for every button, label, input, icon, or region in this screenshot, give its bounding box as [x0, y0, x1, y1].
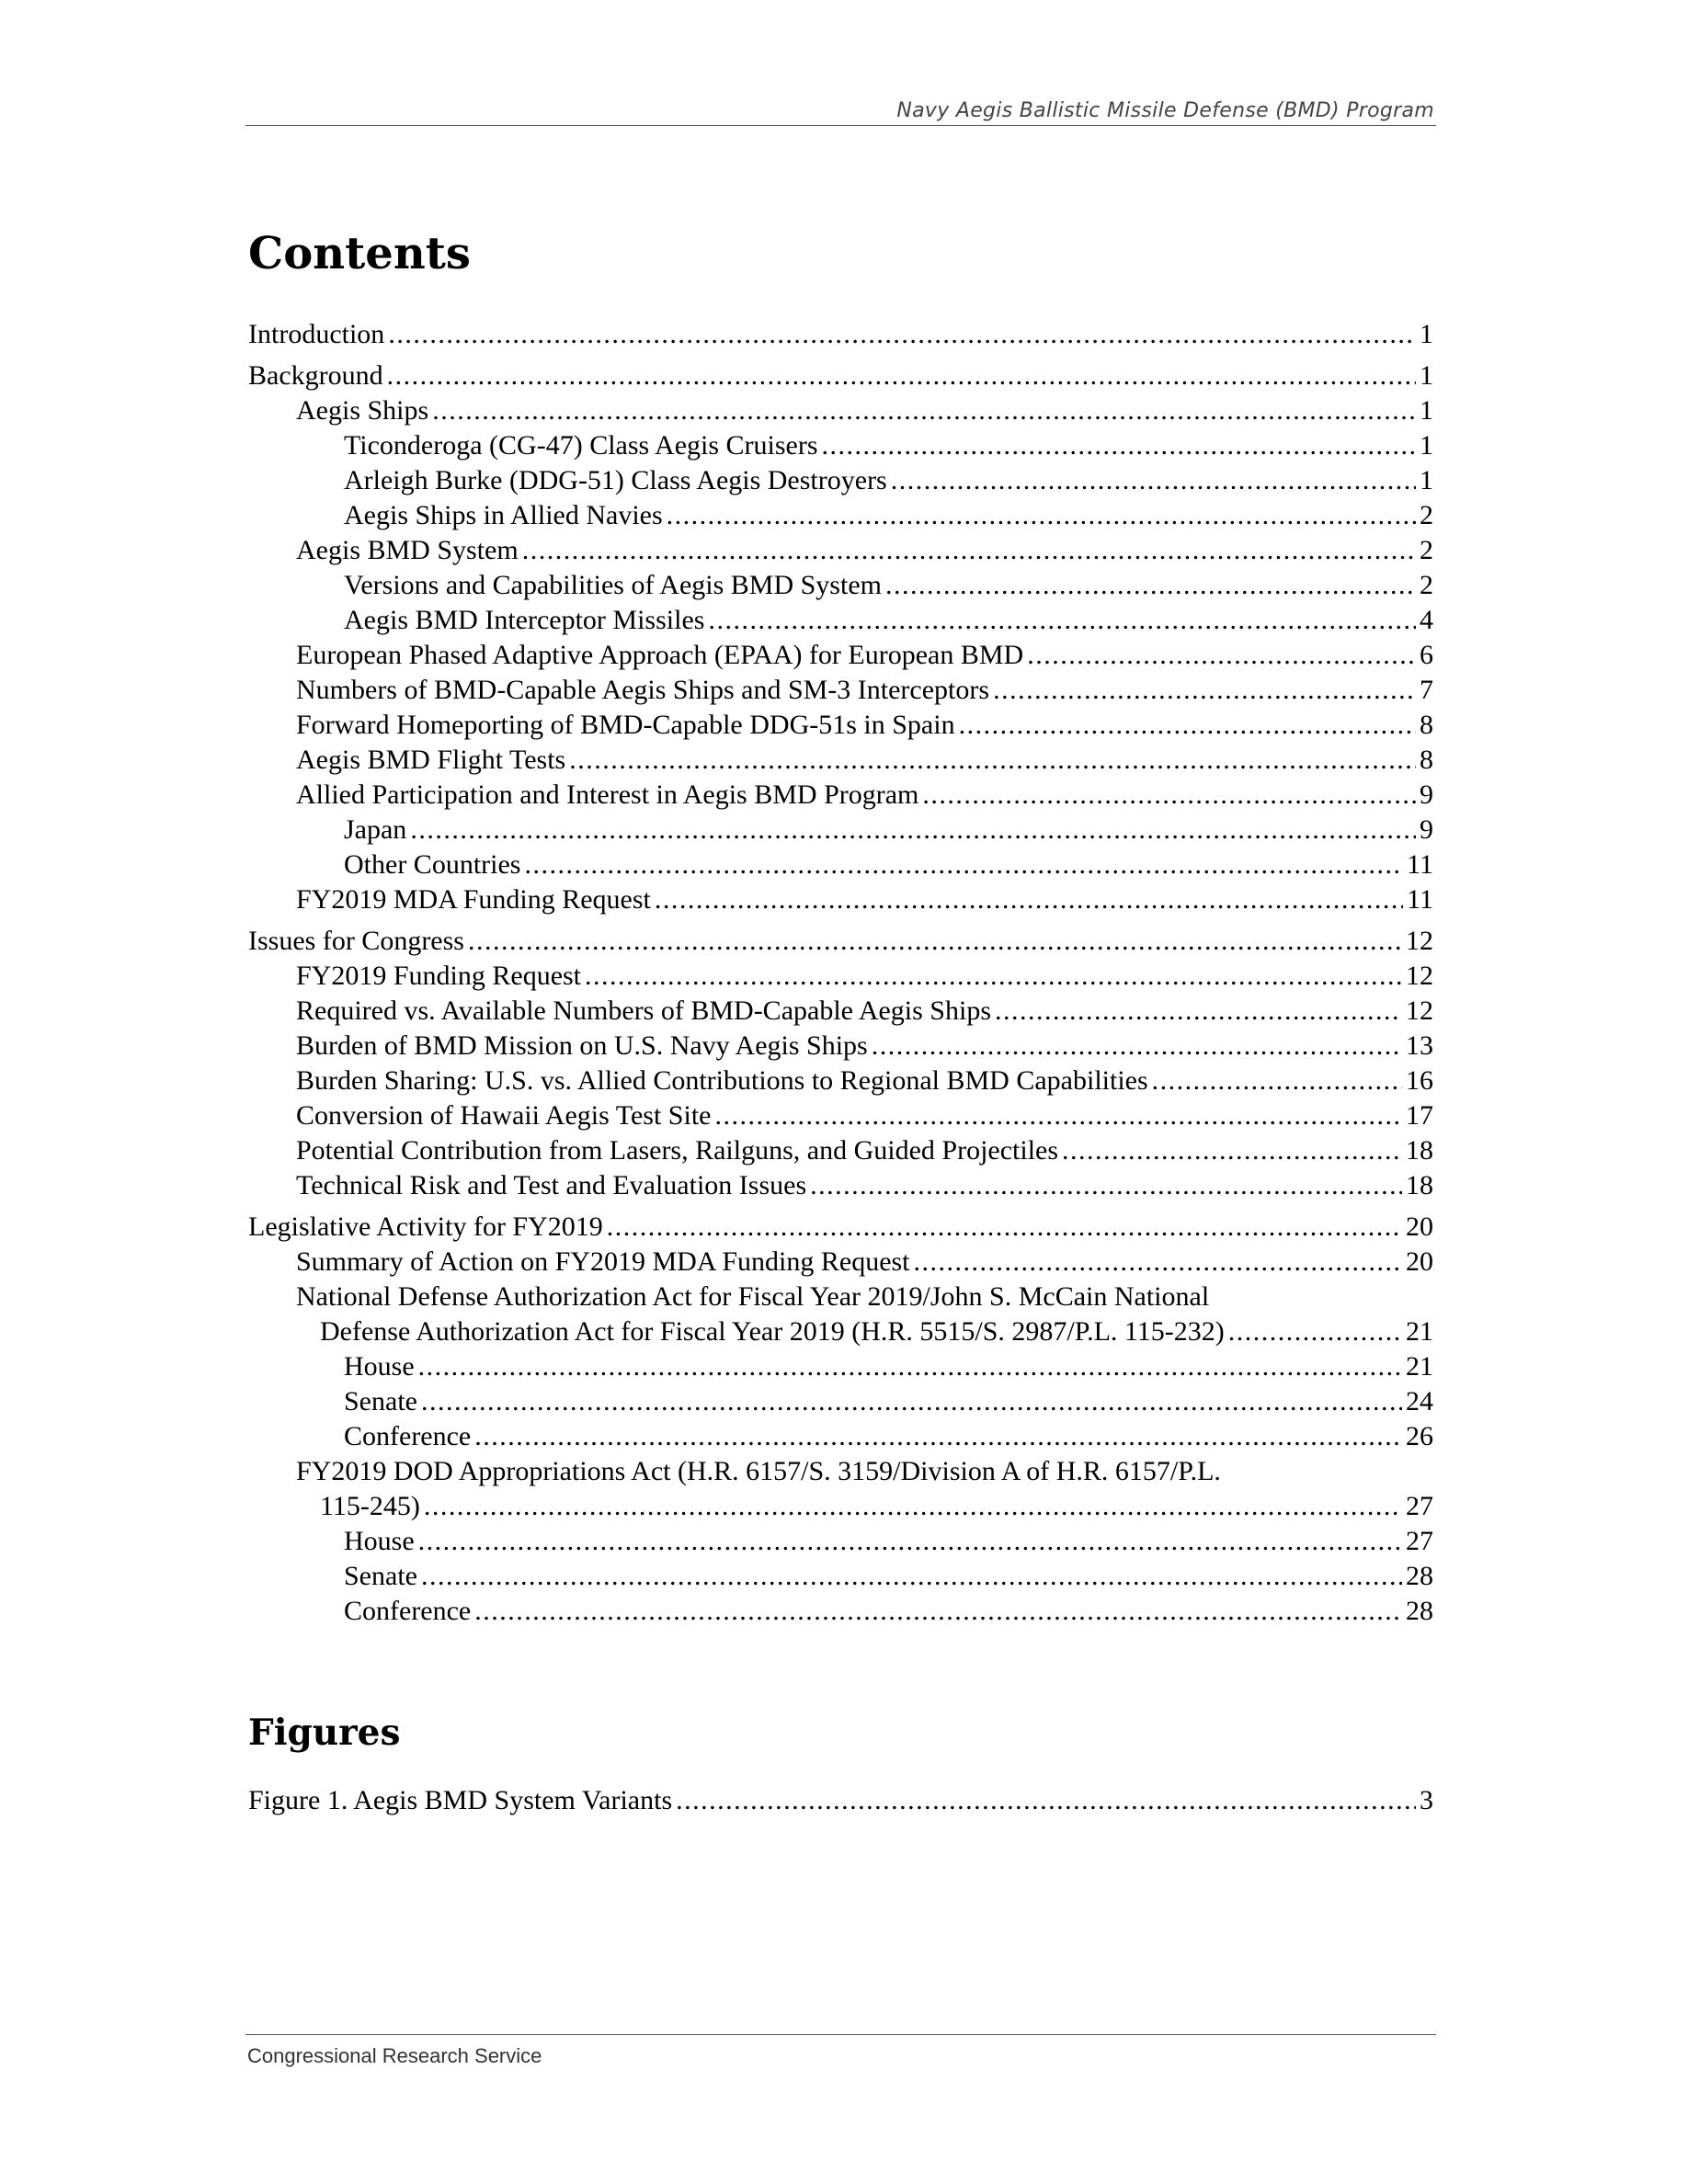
toc-entry[interactable] [248, 533, 1433, 568]
toc-entry-title: Numbers of BMD-Capable Aegis Ships and SM-3 Interceptors [296, 675, 990, 705]
dot-leader [676, 1783, 1416, 1818]
dot-leader [822, 428, 1416, 463]
toc-entry-title: Introduction [248, 319, 385, 349]
toc-entry[interactable] [248, 1419, 1433, 1454]
toc-entry-page: 18 [1406, 1170, 1433, 1200]
dot-leader [714, 1098, 1402, 1133]
toc-entry[interactable] [248, 498, 1433, 533]
toc-entry[interactable] [248, 603, 1433, 638]
toc-entry[interactable] [248, 1210, 1433, 1245]
dot-leader [872, 1029, 1402, 1064]
toc-entry-title: Burden of BMD Mission on U.S. Navy Aegis Ships [296, 1030, 868, 1061]
toc-entry-page: 8 [1420, 745, 1433, 775]
toc-entry[interactable] [248, 1349, 1433, 1384]
toc-entry-title: House [344, 1526, 415, 1556]
dot-leader [1062, 1133, 1402, 1168]
toc-entry-page: 13 [1406, 1030, 1433, 1061]
toc-entry[interactable] [248, 638, 1433, 673]
toc-entry-page: 11 [1407, 849, 1433, 880]
toc-entry-page: 26 [1406, 1421, 1433, 1451]
toc-entry[interactable] [248, 847, 1433, 882]
table-of-contents [248, 317, 1433, 1629]
toc-entry[interactable] [248, 1594, 1433, 1629]
toc-entry-page: 9 [1420, 814, 1433, 845]
toc-entry-page: 6 [1420, 640, 1433, 670]
toc-entry-page: 20 [1406, 1246, 1433, 1277]
toc-entry[interactable] [248, 358, 1433, 393]
toc-entry-page: 8 [1420, 710, 1433, 740]
dot-leader [569, 743, 1416, 778]
contents-heading: Contents [248, 228, 471, 279]
toc-entry-page: 20 [1406, 1211, 1433, 1242]
toc-entry-title: Issues for Congress [248, 926, 464, 956]
running-header [245, 92, 1436, 126]
toc-entry[interactable] [248, 1029, 1433, 1064]
dot-leader [474, 1594, 1402, 1629]
toc-entry-page: 17 [1406, 1100, 1433, 1131]
toc-entry-title: Defense Authorization Act for Fiscal Year 2019 (H.R. 5515/S. 2987/P.L. 115-232) [320, 1316, 1225, 1347]
toc-entry-wrapped-line[interactable]: National Defense Authorization Act for Fiscal Year 2019/John S. McCain National [296, 1281, 1210, 1312]
toc-entry-title: 115-245) [320, 1491, 420, 1521]
toc-entry-title: Potential Contribution from Lasers, Railguns, and Guided Projectiles [296, 1135, 1059, 1166]
toc-entry[interactable] [248, 317, 1433, 352]
dot-leader [522, 533, 1416, 568]
toc-entry[interactable] [248, 882, 1433, 917]
toc-entry-title: Aegis BMD System [296, 535, 519, 565]
toc-entry-title: Senate [344, 1561, 417, 1591]
dot-leader [667, 498, 1416, 533]
dot-leader [421, 1384, 1402, 1419]
toc-entry[interactable] [248, 1168, 1433, 1203]
dot-leader [387, 358, 1416, 393]
toc-entry-page: 9 [1420, 779, 1433, 810]
dot-leader [524, 847, 1403, 882]
toc-entry-title: Japan [344, 814, 407, 845]
toc-entry[interactable] [248, 1524, 1433, 1559]
toc-entry-title: FY2019 Funding Request [296, 961, 582, 991]
toc-entry-title: Ticonderoga (CG-47) Class Aegis Cruisers [344, 430, 818, 461]
dot-leader [993, 673, 1416, 708]
toc-entry-title: FY2019 MDA Funding Request [296, 884, 651, 915]
dot-leader [885, 568, 1416, 603]
toc-entry[interactable] [248, 743, 1433, 778]
toc-entry[interactable] [248, 778, 1433, 813]
toc-entry-wrapped-line[interactable]: FY2019 DOD Appropriations Act (H.R. 6157/S. 3159/Division A of H.R. 6157/P.L. [296, 1456, 1221, 1486]
toc-entry-page: 27 [1406, 1526, 1433, 1556]
toc-entry-page: 1 [1420, 319, 1433, 349]
toc-entry-page: 11 [1407, 884, 1433, 915]
toc-entry-title: Versions and Capabilities of Aegis BMD System [344, 570, 882, 600]
toc-entry[interactable] [248, 568, 1433, 603]
toc-entry-title: Summary of Action on FY2019 MDA Funding Request [296, 1246, 910, 1277]
toc-entry-page: 2 [1420, 535, 1433, 565]
dot-leader [1152, 1064, 1402, 1098]
toc-entry[interactable] [248, 1245, 1433, 1280]
toc-entry-title: Aegis BMD Interceptor Missiles [344, 605, 705, 635]
toc-entry[interactable] [248, 708, 1433, 743]
dot-leader [1228, 1314, 1402, 1349]
footer-text: Congressional Research Service [247, 2044, 542, 2067]
toc-entry-title: Forward Homeporting of BMD-Capable DDG-51s in Spain [296, 710, 955, 740]
list-of-figures [248, 1783, 1433, 1818]
dot-leader [410, 813, 1416, 847]
toc-entry-page: 2 [1420, 500, 1433, 530]
dot-leader [388, 317, 1416, 352]
toc-entry-title: Figure 1. Aegis BMD System Variants [248, 1785, 673, 1815]
toc-entry-title: Legislative Activity for FY2019 [248, 1211, 603, 1242]
dot-leader [708, 603, 1416, 638]
toc-entry-page: 28 [1406, 1596, 1433, 1626]
figure-entry[interactable] [248, 1783, 1433, 1818]
toc-entry-title: Other Countries [344, 849, 521, 880]
dot-leader [891, 463, 1416, 498]
toc-entry[interactable] [248, 1559, 1433, 1594]
toc-entry-page: 1 [1420, 395, 1433, 426]
dot-leader [607, 1210, 1402, 1245]
toc-entry[interactable] [248, 428, 1433, 463]
toc-entry-title: House [344, 1351, 415, 1382]
dot-leader [418, 1349, 1402, 1384]
toc-entry-title: Background [248, 360, 383, 391]
figures-heading: Figures [248, 1712, 401, 1754]
toc-entry[interactable] [248, 1489, 1433, 1524]
toc-entry-page: 7 [1420, 675, 1433, 705]
dot-leader [810, 1168, 1402, 1203]
toc-entry-page: 18 [1406, 1135, 1433, 1166]
toc-entry-page: 4 [1420, 605, 1433, 635]
running-footer [245, 2034, 1436, 2067]
dot-leader [424, 1489, 1402, 1524]
toc-entry-page: 12 [1406, 926, 1433, 956]
toc-entry-page: 27 [1406, 1491, 1433, 1521]
toc-entry[interactable] [248, 994, 1433, 1029]
toc-entry[interactable] [248, 813, 1433, 847]
dot-leader [418, 1524, 1402, 1559]
toc-entry[interactable] [248, 924, 1433, 959]
toc-entry[interactable] [248, 1314, 1433, 1349]
dot-leader [1027, 638, 1416, 673]
toc-entry-title: Burden Sharing: U.S. vs. Allied Contributions to Regional BMD Capabilities [296, 1065, 1148, 1096]
toc-entry[interactable] [248, 1384, 1433, 1419]
toc-entry[interactable] [248, 673, 1433, 708]
toc-entry-page: 12 [1406, 995, 1433, 1026]
toc-entry-title: Aegis Ships [296, 395, 429, 426]
toc-entry-title: Allied Participation and Interest in Aegis BMD Program [296, 779, 919, 810]
toc-entry-title: Aegis BMD Flight Tests [296, 745, 566, 775]
toc-entry-page: 2 [1420, 570, 1433, 600]
toc-entry-title: Senate [344, 1386, 417, 1416]
toc-entry[interactable] [248, 463, 1433, 498]
toc-entry-title: European Phased Adaptive Approach (EPAA) for European BMD [296, 640, 1024, 670]
dot-leader [432, 393, 1416, 428]
dot-leader [421, 1559, 1402, 1594]
toc-entry-title: Conference [344, 1596, 472, 1626]
toc-entry-title: Technical Risk and Test and Evaluation Issues [296, 1170, 807, 1200]
toc-entry-page: 28 [1406, 1561, 1433, 1591]
toc-entry-page: 1 [1420, 360, 1433, 391]
toc-entry[interactable] [248, 393, 1433, 428]
toc-entry-page: 24 [1406, 1386, 1433, 1416]
toc-entry[interactable] [248, 959, 1433, 994]
dot-leader [959, 708, 1416, 743]
dot-leader [655, 882, 1403, 917]
dot-leader [922, 778, 1416, 813]
dot-leader [995, 994, 1402, 1029]
running-header-title: Navy Aegis Ballistic Missile Defense (BMD) Program [896, 99, 1434, 122]
toc-entry-title: Required vs. Available Numbers of BMD-Capable Aegis Ships [296, 995, 992, 1026]
toc-entry-page: 12 [1406, 961, 1433, 991]
toc-entry-page: 21 [1406, 1316, 1433, 1347]
toc-entry-title: Conference [344, 1421, 472, 1451]
toc-entry-title: Aegis Ships in Allied Navies [344, 500, 663, 530]
toc-entry-page: 21 [1406, 1351, 1433, 1382]
toc-entry-page: 1 [1420, 465, 1433, 495]
dot-leader [585, 959, 1402, 994]
dot-leader [914, 1245, 1402, 1280]
toc-entry-title: Arleigh Burke (DDG-51) Class Aegis Destroyers [344, 465, 887, 495]
toc-entry-page: 16 [1406, 1065, 1433, 1096]
dot-leader [468, 924, 1402, 959]
toc-entry[interactable] [248, 1098, 1433, 1133]
toc-entry-title: Conversion of Hawaii Aegis Test Site [296, 1100, 712, 1131]
toc-entry[interactable] [248, 1064, 1433, 1098]
dot-leader [474, 1419, 1402, 1454]
toc-entry-page: 1 [1420, 430, 1433, 461]
toc-entry-page: 3 [1420, 1785, 1433, 1815]
toc-entry[interactable] [248, 1133, 1433, 1168]
